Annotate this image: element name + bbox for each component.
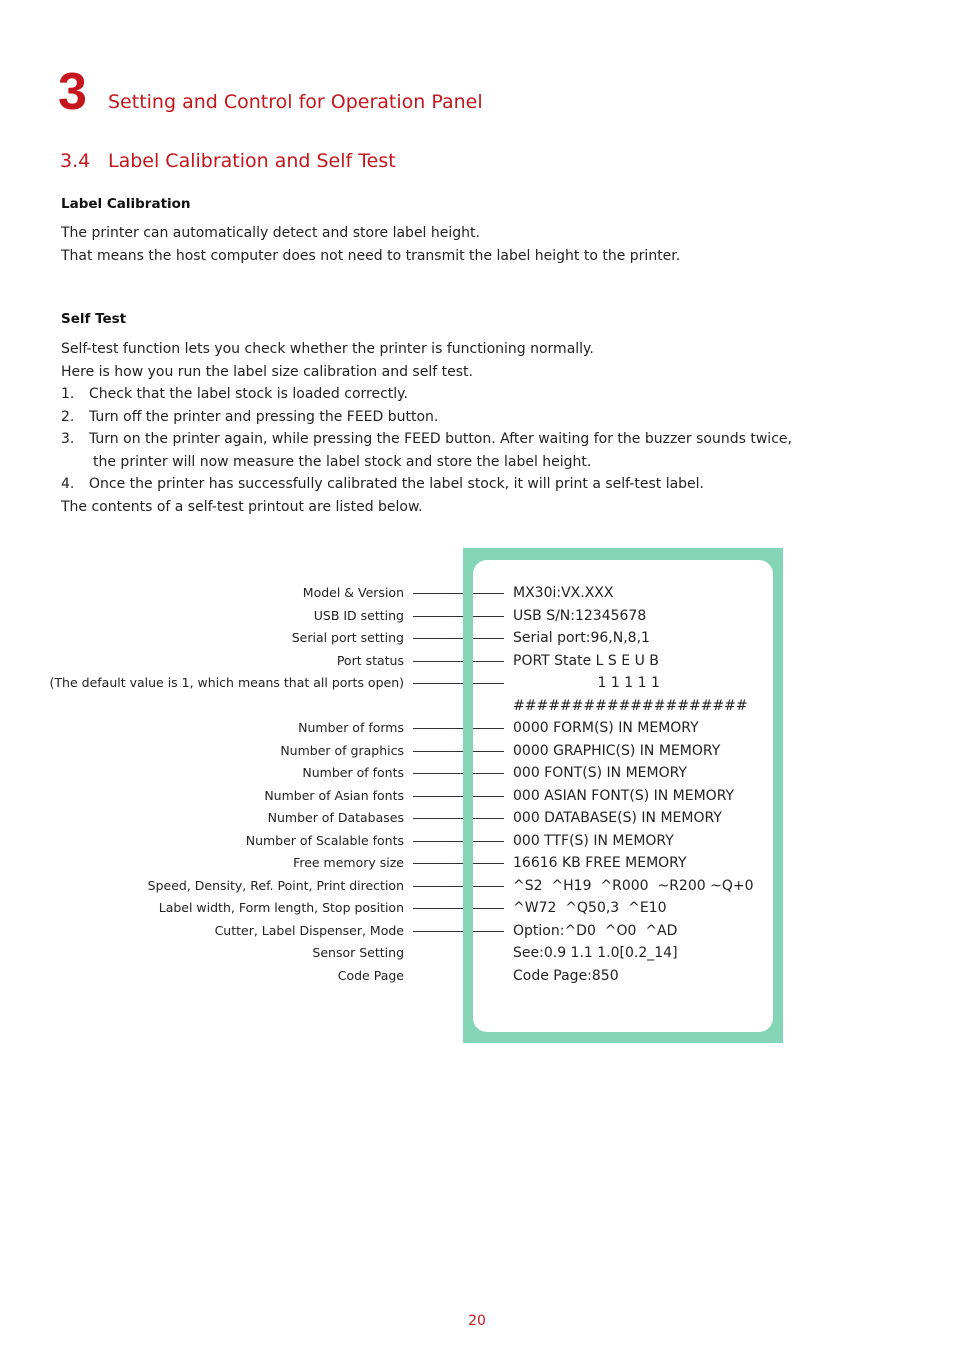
list-item: [61, 406, 792, 429]
printout-value: See:0.9 1.1 1.0[0.2_14]: [513, 945, 678, 961]
printout-row: [0, 785, 954, 808]
connector-line: [413, 886, 463, 887]
label-calibration-heading: Label Calibration: [61, 196, 191, 212]
connector-line: [473, 818, 504, 819]
page-number: 20: [468, 1313, 486, 1329]
connector-line: [473, 931, 504, 932]
field-caption: (The default value is 1, which means that all ports open): [49, 675, 404, 690]
printout-row: [0, 875, 954, 898]
printout-row: [0, 627, 954, 650]
printout-value: 0000 FORM(S) IN MEMORY: [513, 720, 699, 736]
printout-row: [0, 830, 954, 853]
list-item: [61, 383, 792, 406]
field-caption: Free memory size: [293, 855, 404, 870]
printout-value: 000 ASIAN FONT(S) IN MEMORY: [513, 787, 735, 804]
printout-row: [0, 807, 954, 830]
field-caption: Speed, Density, Ref. Point, Print direction: [147, 877, 404, 893]
step-text: Check that the label stock is loaded correctly.: [89, 386, 408, 402]
printout-value: USB S/N:12345678: [513, 607, 647, 624]
field-caption: Serial port setting: [291, 630, 404, 645]
step-continuation: the printer will now measure the label stock and store the label height.: [93, 453, 592, 470]
printout-row: [0, 965, 954, 988]
self-test-outro: The contents of a self-test printout are listed below.: [61, 499, 423, 515]
connector-line: [473, 728, 504, 729]
connector-line: [413, 796, 463, 797]
connector-line: [473, 841, 504, 842]
connector-line: [473, 751, 504, 752]
printout-rows: [0, 582, 954, 987]
self-test-printout-diagram: [0, 548, 954, 1048]
chapter-number: 3: [58, 63, 87, 121]
label-calibration-text: [61, 222, 680, 267]
connector-line: [413, 751, 463, 752]
step-text: Turn on the printer again, while pressing the FEED button. After waiting for the buzzer sounds twice,: [89, 431, 792, 447]
printout-value: Code Page:850: [513, 967, 619, 984]
printout-value: 0000 GRAPHIC(S) IN MEMORY: [513, 742, 721, 759]
field-caption: USB ID setting: [313, 607, 404, 623]
printout-value: ^S2 ^H19 ^R000 ~R200 ~Q+0: [513, 877, 754, 894]
field-caption: Number of Scalable fonts: [245, 832, 404, 848]
printout-value: 000 TTF(S) IN MEMORY: [513, 832, 674, 849]
step-number: 3.: [61, 431, 75, 447]
field-caption: Number of Asian fonts: [264, 787, 404, 803]
printout-row: [0, 605, 954, 628]
printout-row: [0, 942, 954, 965]
self-test-steps: [61, 383, 792, 496]
connector-line: [473, 593, 504, 594]
field-caption: Number of Databases: [267, 810, 404, 825]
connector-line: [473, 638, 504, 639]
paragraph-line: The printer can automatically detect and store label height.: [61, 225, 480, 241]
list-item: [61, 473, 792, 496]
section-number: 3.4: [60, 150, 91, 172]
section-title: [60, 149, 396, 173]
paragraph-line: That means the host computer does not need to transmit the label height to the printer.: [61, 247, 681, 264]
connector-line: [473, 886, 504, 887]
chapter-title: Setting and Control for Operation Panel: [108, 91, 483, 113]
connector-line: [473, 616, 504, 617]
printout-row: [0, 650, 954, 673]
printout-value: MX30i:VX.XXX: [513, 585, 614, 601]
field-caption: Number of forms: [298, 720, 404, 735]
printout-value: 000 DATABASE(S) IN MEMORY: [513, 810, 722, 826]
connector-line: [473, 863, 504, 864]
printout-row: [0, 920, 954, 943]
printout-value: ^W72 ^Q50,3 ^E10: [513, 900, 667, 916]
connector-line: [413, 931, 463, 932]
printout-row: [0, 582, 954, 605]
field-caption: Code Page: [337, 967, 404, 983]
connector-line: [413, 841, 463, 842]
field-caption: Sensor Setting: [312, 945, 404, 960]
self-test-heading: Self Test: [61, 311, 127, 327]
printout-value: 1 1 1 1 1: [513, 675, 660, 691]
connector-line: [413, 908, 463, 909]
field-caption: Port status: [336, 652, 404, 668]
printout-value: 000 FONT(S) IN MEMORY: [513, 765, 687, 781]
connector-line: [413, 728, 463, 729]
printout-row: [0, 740, 954, 763]
printout-row: [0, 762, 954, 785]
printout-value: ####################: [513, 697, 748, 714]
field-caption: Cutter, Label Dispenser, Mode: [214, 922, 404, 938]
paragraph-line: Self-test function lets you check whether the printer is functioning normally.: [61, 341, 594, 357]
connector-line: [473, 796, 504, 797]
self-test-intro: [61, 338, 594, 383]
connector-line: [413, 683, 463, 684]
section-title-text: Label Calibration and Self Test: [108, 150, 396, 172]
printout-row: [0, 695, 954, 718]
connector-line: [413, 616, 463, 617]
printout-row: [0, 897, 954, 920]
connector-line: [413, 863, 463, 864]
printout-row: [0, 852, 954, 875]
paragraph-line: Here is how you run the label size calibration and self test.: [61, 363, 473, 380]
step-number: 4.: [61, 476, 75, 492]
printout-value: Serial port:96,N,8,1: [513, 630, 650, 646]
connector-line: [473, 661, 504, 662]
connector-line: [473, 773, 504, 774]
printout-row: [0, 717, 954, 740]
connector-line: [413, 661, 463, 662]
connector-line: [473, 683, 504, 684]
printout-row: [0, 672, 954, 695]
printout-value: PORT State L S E U B: [513, 652, 659, 669]
connector-line: [413, 638, 463, 639]
connector-line: [413, 773, 463, 774]
field-caption: Number of graphics: [280, 742, 404, 758]
connector-line: [473, 908, 504, 909]
step-text: Once the printer has successfully calibrated the label stock, it will print a self-test label.: [89, 476, 705, 492]
step-text: Turn off the printer and pressing the FEED button.: [89, 408, 439, 425]
field-caption: Number of fonts: [302, 765, 404, 780]
step-number: 2.: [61, 408, 75, 425]
printout-value: 16616 KB FREE MEMORY: [513, 855, 687, 871]
field-caption: Model & Version: [302, 585, 404, 600]
printout-value: Option:^D0 ^O0 ^AD: [513, 922, 678, 939]
step-number: 1.: [61, 386, 75, 402]
list-item: [61, 428, 792, 451]
connector-line: [413, 593, 463, 594]
connector-line: [413, 818, 463, 819]
field-caption: Label width, Form length, Stop position: [158, 900, 404, 915]
